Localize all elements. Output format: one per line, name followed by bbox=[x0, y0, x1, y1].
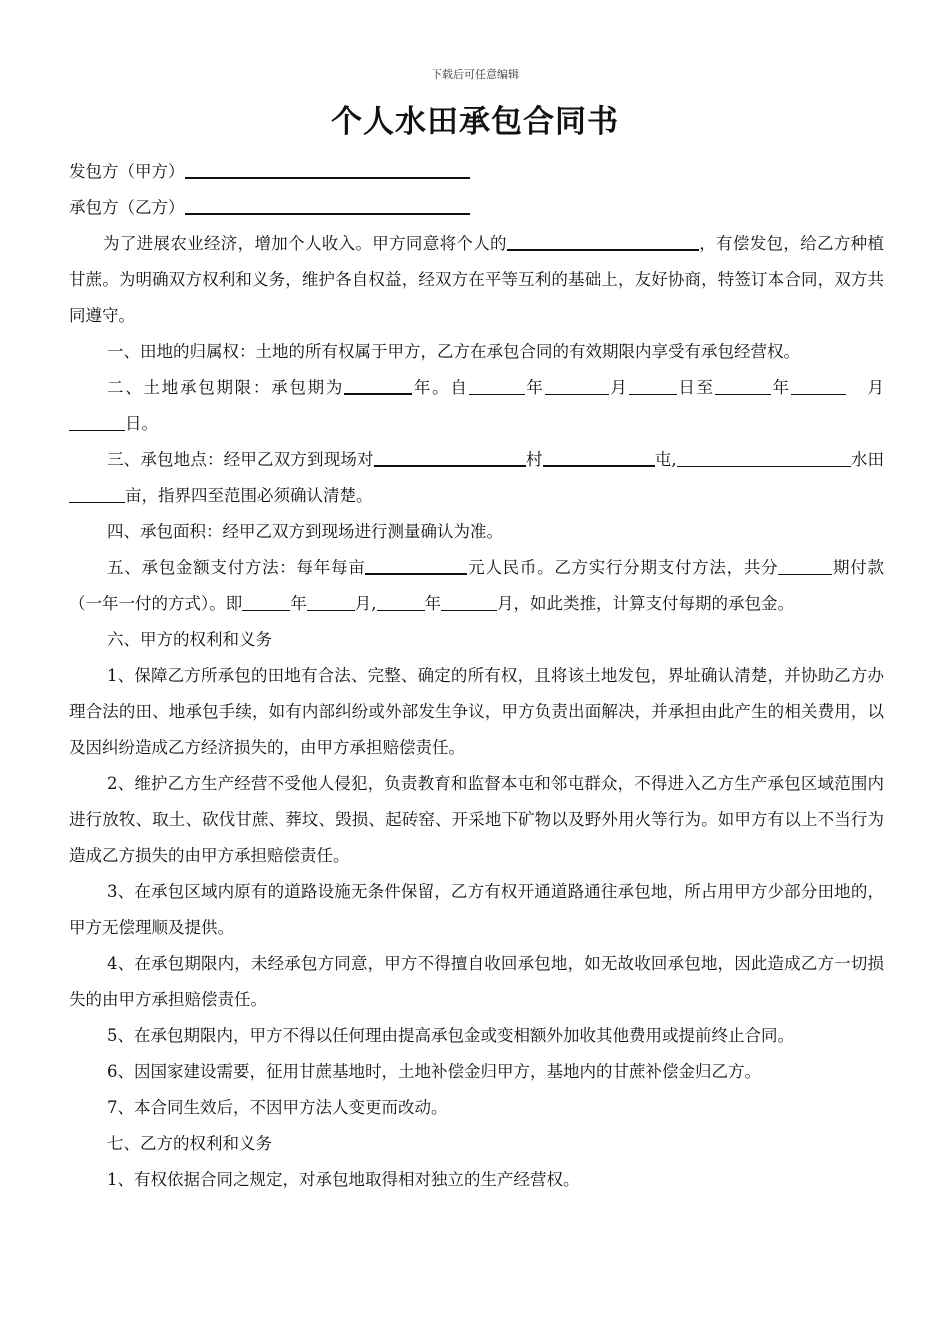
section-6-item: 5、在承包期限内，甲方不得以任何理由提高承包金或变相额外加收其他费用或提前终止合同。 bbox=[107, 1026, 794, 1045]
party-b-line: 承包方（乙方） bbox=[69, 190, 884, 226]
section-7-title: 七、乙方的权利和义务 bbox=[107, 1134, 272, 1153]
section-7-item: 1、有权依据合同之规定，对承包地取得相对独立的生产经营权。 bbox=[107, 1170, 580, 1189]
article-1: 一、田地的归属权：土地的所有权属于甲方，乙方在承包合同的有效期限内享受有承包经营权。 bbox=[107, 342, 800, 361]
section-6-item: 4、在承包期限内，未经承包方同意，甲方不得擅自收回承包地，如无故收回承包地，因此造成乙方一切损失的由甲方承担赔偿责任。 bbox=[69, 954, 884, 1009]
price-blank[interactable] bbox=[365, 557, 467, 576]
mu-blank[interactable] bbox=[69, 486, 125, 504]
section-6-item: 1、保障乙方所承包的田地有合法、完整、确定的所有权，且将该土地发包，界址确认清楚，并协助乙方办理合法的田、地承包手续，如有内部纠纷或外部发生争议，甲方负责出面解决，并承担由此产生的相关费用，以及因纠纷造成乙方经济损失的，由甲方承担赔偿责任。 bbox=[69, 666, 884, 757]
article-3: 三、承包地点：经甲乙双方到现场对 村 屯, 水田亩，指界四至范围必须确认清楚。 bbox=[69, 442, 884, 514]
article-4: 四、承包面积：经甲乙双方到现场进行测量确认为准。 bbox=[107, 522, 503, 541]
party-a-line: 发包方（甲方） bbox=[69, 154, 884, 190]
intro-paragraph: 为了进展农业经济，增加个人收入。甲方同意将个人的 ，有偿发包，给乙方种植甘蔗。为明确双方权利和义务，维护各自权益，经双方在平等互利的基础上，友好协商，特签订本合同，双方共同遵守。 bbox=[69, 234, 885, 325]
section-6-item: 2、维护乙方生产经营不受他人侵犯，负责教育和监督本屯和邻屯群众，不得进入乙方生产承包区域范围内进行放牧、取土、砍伐甘蔗、葬坟、毁损、起砖窑、开采地下矿物以及野外用火等行为。如甲方有以上不当行为造成乙方损失的由甲方承担赔偿责任。 bbox=[69, 774, 884, 865]
section-6-item: 7、本合同生效后，不因甲方法人变更而改动。 bbox=[107, 1098, 448, 1117]
hamlet-blank[interactable] bbox=[543, 449, 655, 468]
contract-body bbox=[69, 154, 884, 1198]
party-a-blank[interactable] bbox=[185, 161, 470, 180]
term-years-blank[interactable] bbox=[344, 377, 412, 396]
header-note: 下载后可任意编辑 bbox=[431, 68, 519, 81]
article-5: 五、承包金额支付方法：每年每亩 元人民币。乙方实行分期支付方法，共分 期付款（一年一付的方式）。即 年 月, 年 月，如此类推，计算支付每期的承包金。 bbox=[69, 558, 885, 613]
section-6-item: 3、在承包区域内原有的道路设施无条件保留，乙方有权开通道路通往承包地，所占用甲方少部分田地的，甲方无偿理顺及提供。 bbox=[69, 882, 884, 937]
section-6-item: 6、因国家建设需要，征用甘蔗基地时，土地补偿金归甲方，基地内的甘蔗补偿金归乙方。 bbox=[107, 1062, 761, 1081]
contract-title: 个人水田承包合同书 bbox=[331, 104, 619, 140]
village-blank[interactable] bbox=[374, 449, 526, 468]
section-6-title: 六、甲方的权利和义务 bbox=[107, 630, 272, 649]
article-2: 二、土地承包期限：承包期为 年。自 年 月 日至 年 月日。 bbox=[69, 370, 884, 442]
party-b-blank[interactable] bbox=[185, 197, 470, 216]
land-blank[interactable] bbox=[507, 233, 699, 252]
